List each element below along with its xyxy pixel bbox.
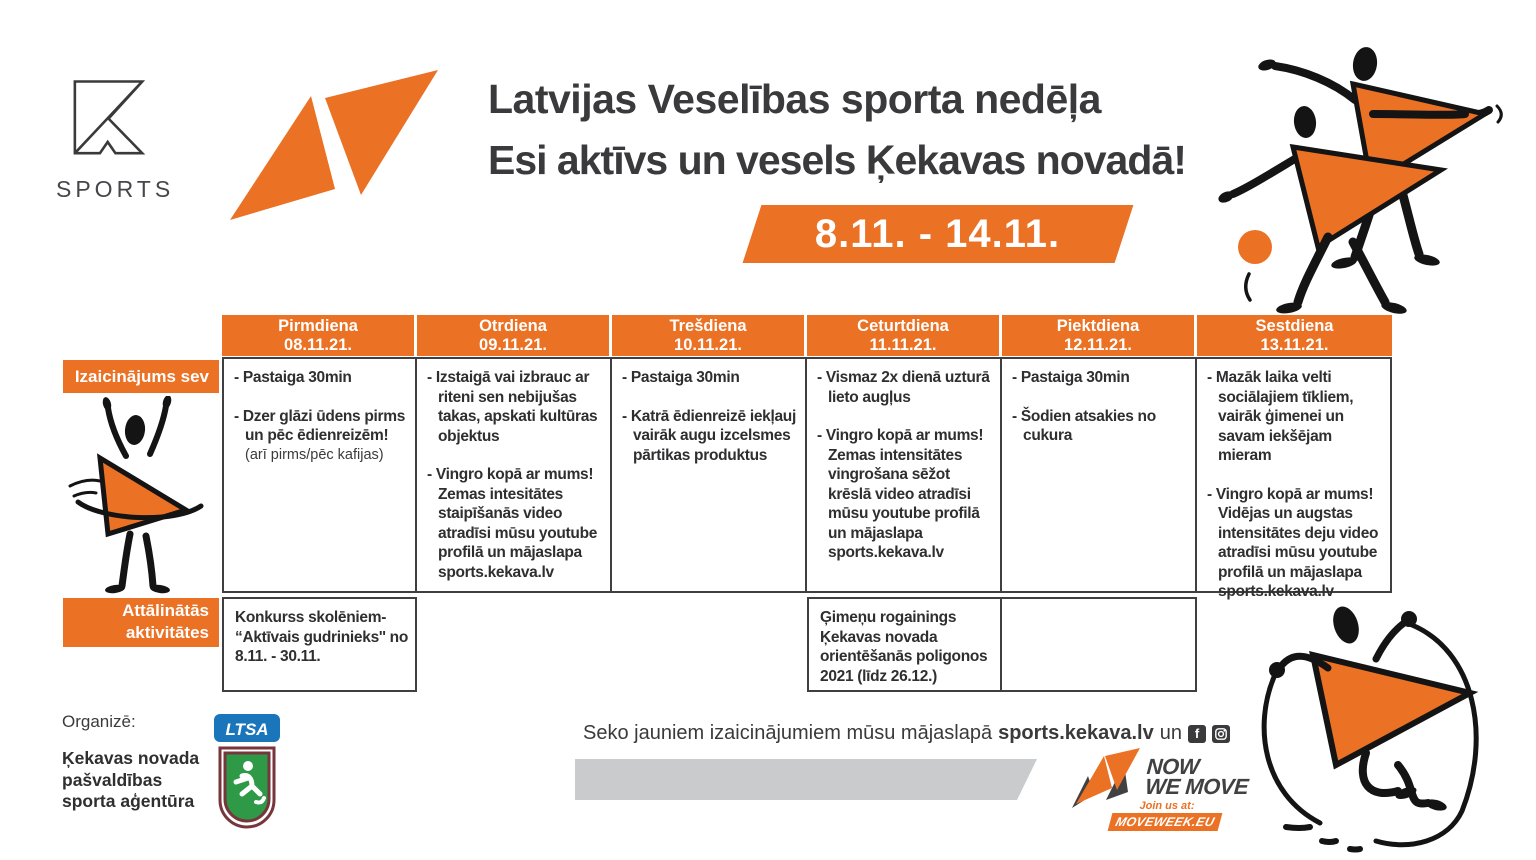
nowwemove-arrow-icon: [228, 68, 443, 228]
remote-activities-row: [222, 597, 1394, 692]
challenge-cell-friday: - Pastaiga 30min - Šodien atsakies no cukura: [1002, 357, 1197, 593]
row-label-remote-line2: aktivitātes: [125, 623, 209, 642]
date-range-text: 8.11. - 14.11.: [815, 211, 1061, 256]
header-tuesday: Otrdiena 09.11.21.: [417, 315, 612, 356]
remote-cell-tuesday: [417, 597, 612, 692]
poster-title-line2: Esi aktīvs un vesels Ķekavas novadā!: [488, 137, 1186, 183]
challenge-cell-tuesday: - Izstaigā vai izbrauc ar riteni sen nebijušas takas, apskati kultūras objektus - Vingro kopā ar mums! Zemas intesitātes staipīšanās video atradīsi mūsu youtube profilā un mājaslapa sports.kekava.lv: [417, 357, 612, 593]
moveweek-url: MOVEWEEK.EU: [1113, 815, 1217, 829]
challenge-cell-wednesday: - Pastaiga 30min - Katrā ēdienreizē iekļauj vairāk augu izcelsmes pārtikas produktus: [612, 357, 807, 593]
nowwemove-wordmark: NOW WE MOVE: [1144, 754, 1250, 799]
remote-cell-wednesday: [612, 597, 807, 692]
nwm-join-us-text: Join us at:: [1139, 800, 1195, 812]
header-friday: Piektdiena 12.11.21.: [1002, 315, 1197, 356]
challenge-row: [222, 357, 1394, 600]
challenge-cell-saturday: - Mazāk laika velti sociālajiem tīkliem, vairāk ģimenei un savam iekšējam mieram - Vingro kopā ar mums! Vidējas un augstas intensitātes deju video atradīsi mūsu youtube profilā un mājaslapa sports.kekava.lv: [1197, 357, 1392, 593]
follow-site-url: sports.kekava.lv: [998, 722, 1154, 744]
table-header-row: [222, 315, 1394, 356]
instagram-icon[interactable]: [1212, 725, 1230, 743]
remote-cell-monday: Konkurss skolēniem- “Aktīvais gudrinieks'' no 8.11. - 30.11.: [222, 597, 417, 692]
remote-cell-friday: [1002, 597, 1197, 692]
follow-prefix: Seko jauniem izaicinājumiem mūsu mājaslapā: [583, 722, 993, 744]
follow-suffix: un: [1159, 722, 1182, 744]
follow-us-line: [583, 722, 1230, 745]
challenge-note: (arī pirms/pēc kafijas): [245, 446, 384, 463]
k-logo-wordmark: SPORTS: [56, 176, 175, 202]
dancing-figures-illustration: [1213, 22, 1513, 314]
weekly-schedule-table: [222, 315, 1394, 692]
date-range-banner: [743, 205, 1134, 263]
row-label-challenge: Izaicinājums sev: [63, 360, 219, 393]
challenge-cell-thursday: - Vismaz 2x dienā uzturā lieto augļus - Vingro kopā ar mums! Zemas intensitātes vingrošana sēžot krēslā video atradīsi mūsu youtube profilā un mājaslapa sports.kekava.lv: [807, 357, 1002, 593]
poster-title-line1: Latvijas Veselības sporta nedēļa: [488, 76, 1101, 122]
header-wednesday: Trešdiena 10.11.21.: [612, 315, 807, 356]
organizer-label: Organizē:: [62, 712, 136, 731]
kekava-k-logo-icon: [55, 60, 150, 160]
header-monday: Pirmdiena 08.11.21.: [222, 315, 417, 356]
hula-hoop-figure-illustration: [68, 396, 213, 594]
moveweek-url-banner[interactable]: [1108, 813, 1223, 831]
row-label-remote: [63, 598, 219, 647]
challenge-cell-monday: - Pastaiga 30min - Dzer glāzi ūdens pirms un pēc ēdienreizēm! (arī pirms/pēc kafijas): [222, 357, 417, 593]
footer-gray-bar: [575, 759, 1037, 800]
facebook-icon[interactable]: f: [1188, 725, 1206, 743]
remote-cell-thursday: Ģimeņu rogainings Ķekavas novada orientēšanās poligonos 2021 (līdz 26.12.): [807, 597, 1002, 692]
header-saturday: Sestdiena 13.11.21.: [1197, 315, 1392, 356]
organizer-name: Ķekavas novada pašvaldības sporta aģentūra: [62, 748, 200, 811]
jump-rope-figure-illustration: [1258, 593, 1508, 855]
svg-text:LTSA: LTSA: [225, 720, 269, 739]
row-label-remote-line1: Attālinātās: [122, 601, 209, 620]
header-thursday: Ceturtdiena 11.11.21.: [807, 315, 1002, 356]
lisa-sport-agency-logo: [212, 712, 282, 844]
